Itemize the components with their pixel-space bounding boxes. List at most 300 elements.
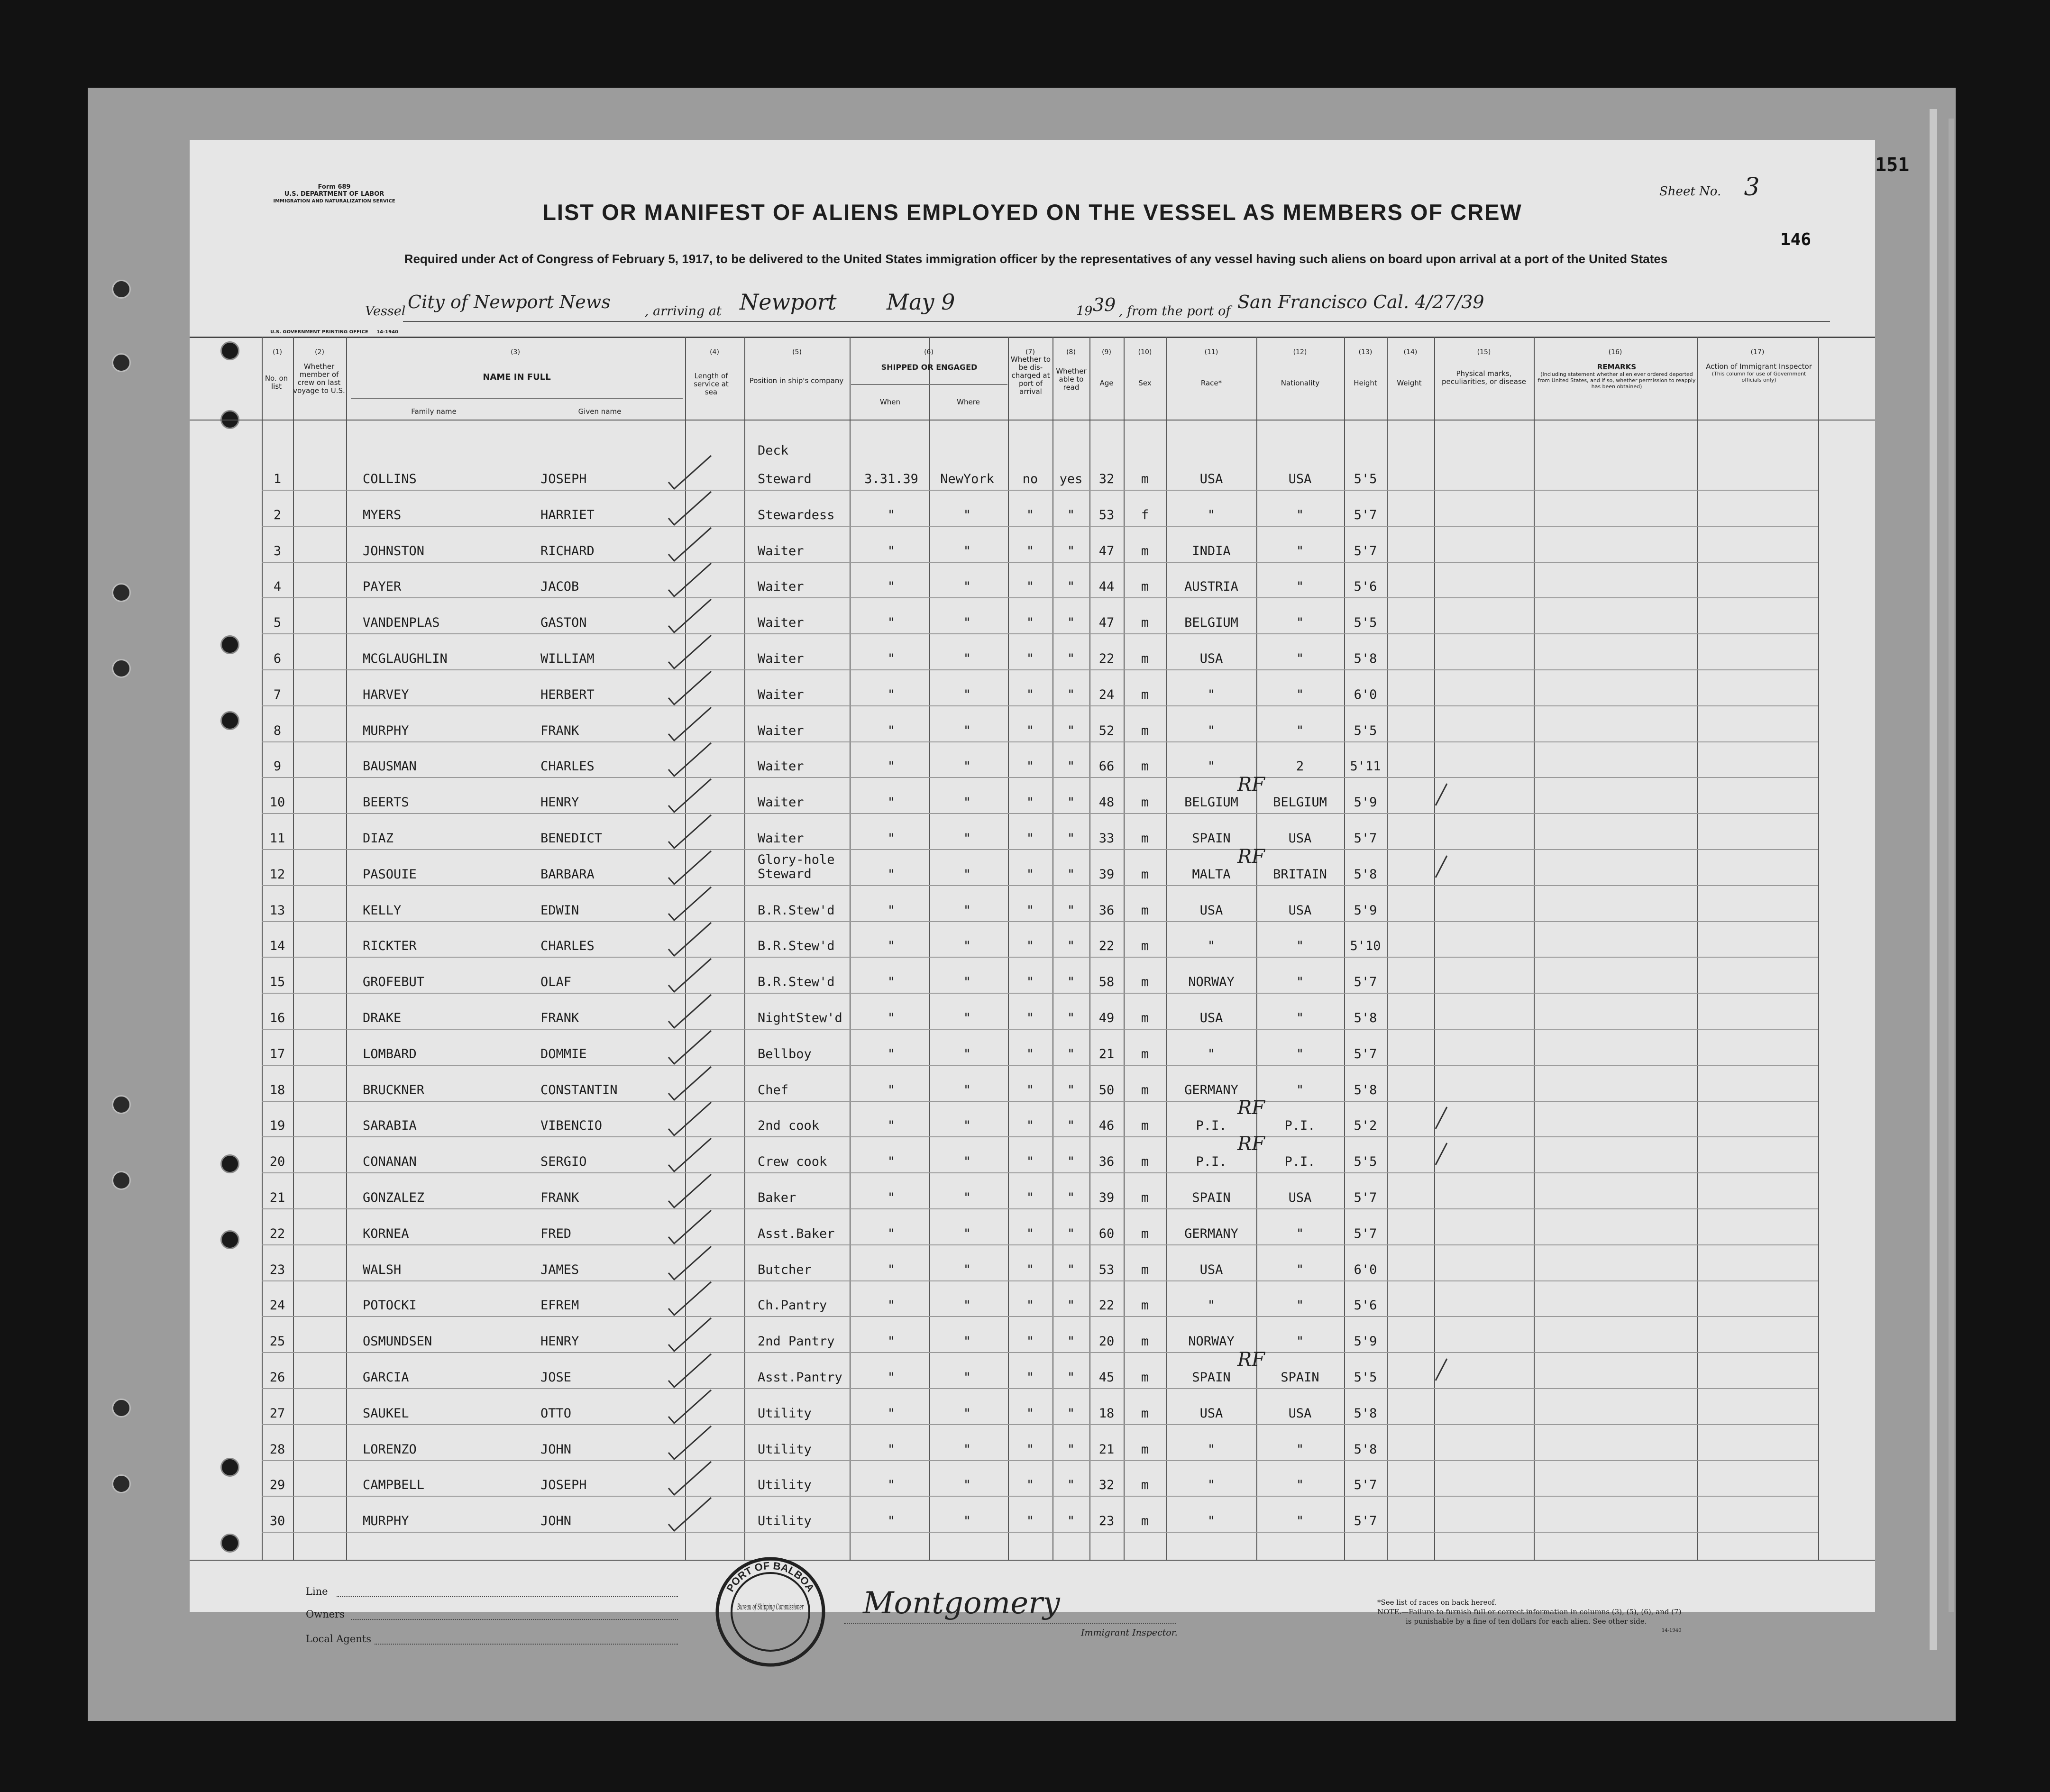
crew-given-cell: JOSEPH bbox=[540, 472, 587, 486]
crew-height-cell: 5'5 bbox=[1354, 615, 1377, 631]
footer-note-fine-2: is punishable by a fine of ten dollars for each alien. See other side. bbox=[1406, 1617, 1647, 1626]
crew-where-cell: " bbox=[963, 1478, 971, 1493]
crew-family-cell: GARCIA bbox=[363, 1370, 409, 1385]
crew-age-cell: 18 bbox=[1098, 1406, 1115, 1421]
crew-sex-cell: m bbox=[1141, 1190, 1149, 1205]
footer-form-code: 14-1940 bbox=[1661, 1628, 1682, 1633]
crew-family-cell: PAYER bbox=[363, 579, 402, 594]
crew-nationality-cell: " bbox=[1296, 939, 1304, 954]
crew-read-cell: " bbox=[1067, 687, 1075, 702]
crew-when-cell: " bbox=[887, 1190, 896, 1205]
header-family-name: Family name bbox=[411, 407, 457, 416]
crew-no-cell: 19 bbox=[269, 1118, 285, 1134]
crew-where-cell: " bbox=[963, 1118, 971, 1134]
crew-age-cell: 60 bbox=[1098, 1226, 1115, 1241]
header-action bbox=[1702, 363, 1816, 383]
crew-position-cell: 2nd cook bbox=[758, 1118, 820, 1134]
crew-height-cell: 5'7 bbox=[1354, 1046, 1377, 1061]
crew-nationality-cell: " bbox=[1296, 1514, 1304, 1529]
row-rule bbox=[262, 1280, 1818, 1281]
sheet-number: 3 bbox=[1744, 173, 1760, 201]
crew-family-cell: SARABIA bbox=[363, 1118, 417, 1134]
column-rule bbox=[1089, 337, 1090, 1560]
crew-discharged-cell: " bbox=[1026, 1118, 1034, 1134]
crew-age-cell: 24 bbox=[1098, 687, 1115, 702]
vessel-underline bbox=[403, 321, 1830, 322]
crew-race-cell: USA bbox=[1199, 1011, 1223, 1025]
row-rule bbox=[262, 1496, 1818, 1497]
punch-hole-icon bbox=[220, 635, 239, 654]
column-rule bbox=[1344, 337, 1345, 1560]
column-number: (8) bbox=[1066, 348, 1076, 356]
crew-discharged-cell: " bbox=[1026, 1046, 1034, 1061]
crew-nationality-cell: " bbox=[1296, 1046, 1304, 1061]
table-top-rule bbox=[190, 337, 1875, 338]
crew-when-cell: 3.31.39 bbox=[864, 472, 918, 486]
crew-sex-cell: m bbox=[1141, 615, 1149, 631]
crew-when-cell: " bbox=[887, 1154, 896, 1170]
crew-no-cell: 13 bbox=[269, 903, 285, 918]
year-prefix: 19 bbox=[1076, 304, 1093, 319]
crew-family-cell: KELLY bbox=[363, 903, 402, 918]
crew-age-cell: 22 bbox=[1098, 651, 1115, 666]
crew-height-cell: 6'0 bbox=[1354, 687, 1377, 702]
column-rule bbox=[1166, 337, 1167, 1560]
stamp-inner: Bureau of Shipping Commissioner bbox=[737, 1602, 804, 1612]
crew-age-cell: 46 bbox=[1098, 1118, 1115, 1134]
crew-family-cell: SAUKEL bbox=[363, 1406, 409, 1421]
crew-age-cell: 47 bbox=[1098, 543, 1115, 558]
crew-nationality-cell: BRITAIN bbox=[1273, 867, 1327, 882]
crew-race-cell: " bbox=[1207, 507, 1216, 522]
row-rule bbox=[262, 885, 1818, 886]
crew-given-cell: CHARLES bbox=[540, 939, 595, 954]
crew-sex-cell: m bbox=[1141, 1154, 1149, 1170]
row-rule bbox=[262, 777, 1818, 778]
crew-discharged-cell: " bbox=[1026, 723, 1034, 738]
crew-discharged-cell: " bbox=[1026, 579, 1034, 594]
crew-race-cell: SPAIN bbox=[1192, 1190, 1231, 1205]
crew-no-cell: 6 bbox=[273, 651, 282, 666]
page-edge bbox=[1930, 109, 1937, 1650]
crew-no-cell: 27 bbox=[269, 1406, 285, 1421]
crew-race-cell: USA bbox=[1199, 903, 1223, 918]
crew-when-cell: " bbox=[887, 1514, 896, 1529]
crew-when-cell: " bbox=[887, 1082, 896, 1097]
crew-given-cell: JACOB bbox=[540, 579, 579, 594]
crew-read-cell: " bbox=[1067, 1118, 1075, 1134]
crew-read-cell: " bbox=[1067, 759, 1075, 774]
crew-given-cell: SERGIO bbox=[540, 1154, 587, 1170]
crew-given-cell: WILLIAM bbox=[540, 651, 595, 666]
crew-given-cell: FRED bbox=[540, 1226, 572, 1241]
crew-read-cell: " bbox=[1067, 1514, 1075, 1529]
crew-race-cell: P.I. bbox=[1196, 1154, 1227, 1170]
crew-nationality-cell: " bbox=[1296, 615, 1304, 631]
column-number: (16) bbox=[1608, 348, 1622, 356]
crew-position-cell: B.R.Stew'd bbox=[758, 939, 835, 954]
crew-nationality-cell: " bbox=[1296, 1442, 1304, 1457]
arriving-label: , arriving at bbox=[645, 304, 722, 319]
crew-sex-cell: m bbox=[1141, 1082, 1149, 1097]
column-rule bbox=[293, 337, 294, 1560]
crew-age-cell: 45 bbox=[1098, 1370, 1115, 1385]
weight-tick-icon bbox=[1432, 1356, 1451, 1384]
crew-family-cell: OSMUNDSEN bbox=[363, 1334, 432, 1349]
header-no-on-list: No. on list bbox=[265, 374, 288, 391]
crew-given-cell: CHARLES bbox=[540, 759, 595, 774]
crew-given-cell: JOHN bbox=[540, 1514, 572, 1529]
crew-race-cell: BELGIUM bbox=[1184, 795, 1238, 810]
crew-no-cell: 30 bbox=[269, 1514, 285, 1529]
binder-hole-icon bbox=[112, 1095, 131, 1114]
crew-discharged-cell: " bbox=[1026, 795, 1034, 810]
crew-no-cell: 9 bbox=[273, 759, 282, 774]
crew-height-cell: 5'8 bbox=[1354, 1011, 1377, 1025]
crew-where-cell: " bbox=[963, 1370, 971, 1385]
footer-owners-label: Owners bbox=[306, 1609, 345, 1620]
header-name-rule bbox=[351, 398, 683, 399]
from-label: , from the port of bbox=[1119, 304, 1231, 319]
column-number: (6) bbox=[924, 348, 933, 356]
crew-no-cell: 29 bbox=[269, 1478, 285, 1493]
crew-nationality-cell: " bbox=[1296, 543, 1304, 558]
crew-family-cell: HARVEY bbox=[363, 687, 409, 702]
rf-annotation: RF bbox=[1237, 1097, 1265, 1119]
crew-discharged-cell: " bbox=[1026, 1226, 1034, 1241]
rf-annotation: RF bbox=[1237, 845, 1265, 868]
row-rule bbox=[262, 1460, 1818, 1461]
crew-sex-cell: m bbox=[1141, 1478, 1149, 1493]
footer-line-rule bbox=[337, 1596, 678, 1597]
header-race: Race* bbox=[1200, 379, 1222, 387]
crew-where-cell: " bbox=[963, 1442, 971, 1457]
vessel-name: City of Newport News bbox=[408, 292, 611, 312]
crew-read-cell: " bbox=[1067, 1011, 1075, 1025]
weight-tick-icon bbox=[1432, 1140, 1451, 1169]
crew-age-cell: 49 bbox=[1098, 1011, 1115, 1025]
column-number: (13) bbox=[1358, 348, 1373, 356]
crew-read-cell: " bbox=[1067, 615, 1075, 631]
crew-where-cell: " bbox=[963, 1334, 971, 1349]
crew-sex-cell: m bbox=[1141, 1370, 1149, 1385]
column-number: (1) bbox=[273, 348, 282, 356]
column-number: (5) bbox=[792, 348, 802, 356]
crew-where-cell: " bbox=[963, 723, 971, 738]
crew-race-cell: " bbox=[1207, 759, 1216, 774]
row-rule bbox=[262, 1101, 1818, 1102]
rf-annotation: RF bbox=[1237, 1349, 1265, 1371]
form-id: Form 689 bbox=[318, 183, 351, 191]
column-rule bbox=[1818, 337, 1819, 1560]
crew-race-cell: " bbox=[1207, 1046, 1216, 1061]
crew-height-cell: 6'0 bbox=[1354, 1262, 1377, 1277]
crew-race-cell: USA bbox=[1199, 472, 1223, 486]
crew-sex-cell: m bbox=[1141, 867, 1149, 882]
inspector-signature: Montgomery bbox=[863, 1586, 1060, 1621]
crew-where-cell: " bbox=[963, 975, 971, 990]
crew-no-cell: 7 bbox=[273, 687, 282, 702]
crew-race-cell: " bbox=[1207, 1298, 1216, 1313]
crew-position-cell: Utility bbox=[758, 1442, 812, 1457]
crew-discharged-cell: " bbox=[1026, 831, 1034, 846]
crew-position-cell: Butcher bbox=[758, 1262, 812, 1277]
crew-height-cell: 5'7 bbox=[1354, 1190, 1377, 1205]
row-rule bbox=[262, 1424, 1818, 1425]
crew-sex-cell: m bbox=[1141, 975, 1149, 990]
crew-when-cell: " bbox=[887, 507, 896, 522]
row-rule bbox=[262, 1029, 1818, 1030]
crew-sex-cell: m bbox=[1141, 831, 1149, 846]
row-rule bbox=[262, 1172, 1818, 1173]
crew-family-cell: BEERTS bbox=[363, 795, 409, 810]
binder-hole-icon bbox=[112, 659, 131, 678]
crew-discharged-cell: " bbox=[1026, 1190, 1034, 1205]
crew-height-cell: 5'8 bbox=[1354, 651, 1377, 666]
arrival-date: May 9 bbox=[887, 289, 955, 315]
column-number: (11) bbox=[1204, 348, 1218, 356]
crew-height-cell: 5'7 bbox=[1354, 831, 1377, 846]
crew-when-cell: " bbox=[887, 1298, 896, 1313]
crew-where-cell: " bbox=[963, 795, 971, 810]
crew-given-cell: JOSE bbox=[540, 1370, 572, 1385]
crew-age-cell: 48 bbox=[1098, 795, 1115, 810]
crew-sex-cell: m bbox=[1141, 1406, 1149, 1421]
crew-race-cell: USA bbox=[1199, 1406, 1223, 1421]
crew-age-cell: 50 bbox=[1098, 1082, 1115, 1097]
column-number: (14) bbox=[1403, 348, 1418, 356]
crew-no-cell: 2 bbox=[273, 507, 282, 522]
crew-family-cell: MURPHY bbox=[363, 1514, 409, 1529]
crew-discharged-cell: " bbox=[1026, 939, 1034, 954]
crew-race-cell: BELGIUM bbox=[1184, 615, 1238, 631]
crew-race-cell: AUSTRIA bbox=[1184, 579, 1238, 594]
crew-sex-cell: m bbox=[1141, 1334, 1149, 1349]
crew-when-cell: " bbox=[887, 687, 896, 702]
crew-when-cell: " bbox=[887, 831, 896, 846]
crew-nationality-cell: " bbox=[1296, 723, 1304, 738]
row-rule bbox=[262, 597, 1818, 598]
column-rule bbox=[1052, 337, 1053, 1560]
crew-sex-cell: m bbox=[1141, 1442, 1149, 1457]
crew-position-cell: B.R.Stew'd bbox=[758, 975, 835, 990]
crew-family-cell: BAUSMAN bbox=[363, 759, 417, 774]
crew-position-cell: Waiter bbox=[758, 543, 804, 558]
crew-where-cell: " bbox=[963, 651, 971, 666]
crew-sex-cell: m bbox=[1141, 579, 1149, 594]
crew-no-cell: 20 bbox=[269, 1154, 285, 1170]
crew-where-cell: " bbox=[963, 1154, 971, 1170]
header-position: Position in ship's company bbox=[749, 376, 844, 385]
column-number: (15) bbox=[1477, 348, 1491, 356]
crew-race-cell: INDIA bbox=[1192, 543, 1231, 558]
column-number: (3) bbox=[511, 348, 520, 356]
punch-hole-icon bbox=[220, 711, 239, 730]
crew-age-cell: 47 bbox=[1098, 615, 1115, 631]
crew-position-cell: 2nd Pantry bbox=[758, 1334, 835, 1349]
column-rule bbox=[1387, 337, 1388, 1560]
column-number: (4) bbox=[710, 348, 719, 356]
crew-age-cell: 58 bbox=[1098, 975, 1115, 990]
crew-position-cell: Waiter bbox=[758, 579, 804, 594]
row-rule bbox=[262, 705, 1818, 706]
crew-family-cell: CONANAN bbox=[363, 1154, 417, 1170]
crew-when-cell: " bbox=[887, 867, 896, 882]
header-given-name: Given name bbox=[578, 407, 622, 416]
crew-nationality-cell: USA bbox=[1288, 1406, 1312, 1421]
crew-age-cell: 39 bbox=[1098, 867, 1115, 882]
crew-read-cell: " bbox=[1067, 1190, 1075, 1205]
crew-no-cell: 23 bbox=[269, 1262, 285, 1277]
crew-nationality-cell: 2 bbox=[1296, 759, 1304, 774]
crew-given-cell: RICHARD bbox=[540, 543, 595, 558]
crew-height-cell: 5'8 bbox=[1354, 1406, 1377, 1421]
crew-no-cell: 3 bbox=[273, 543, 282, 558]
crew-discharged-cell: " bbox=[1026, 1262, 1034, 1277]
crew-height-cell: 5'7 bbox=[1354, 1226, 1377, 1241]
column-rule bbox=[1256, 337, 1257, 1560]
crew-given-cell: HENRY bbox=[540, 1334, 579, 1349]
crew-discharged-cell: " bbox=[1026, 1370, 1034, 1385]
crew-age-cell: 36 bbox=[1098, 903, 1115, 918]
port-stamp-icon bbox=[711, 1553, 830, 1671]
crew-nationality-cell: " bbox=[1296, 507, 1304, 522]
page-edge bbox=[1949, 119, 1954, 1612]
crew-height-cell: 5'7 bbox=[1354, 1514, 1377, 1529]
column-number: (17) bbox=[1750, 348, 1765, 356]
crew-when-cell: " bbox=[887, 1226, 896, 1241]
crew-discharged-cell: " bbox=[1026, 759, 1034, 774]
crew-nationality-cell: " bbox=[1296, 1262, 1304, 1277]
binder-hole-icon bbox=[112, 1474, 131, 1493]
column-rule bbox=[744, 337, 745, 1560]
weight-tick-icon bbox=[1432, 781, 1451, 809]
crew-nationality-cell: " bbox=[1296, 579, 1304, 594]
crew-family-cell: JOHNSTON bbox=[363, 543, 425, 558]
department-name: U.S. DEPARTMENT OF LABOR bbox=[284, 191, 384, 198]
crew-given-cell: JAMES bbox=[540, 1262, 579, 1277]
department-heading: Deck bbox=[758, 443, 789, 458]
crew-nationality-cell: " bbox=[1296, 1298, 1304, 1313]
crew-position-cell: Asst.Baker bbox=[758, 1226, 835, 1241]
inspector-label: Immigrant Inspector. bbox=[1081, 1627, 1178, 1638]
crew-race-cell: USA bbox=[1199, 1262, 1223, 1277]
crew-family-cell: CAMPBELL bbox=[363, 1478, 425, 1493]
rf-annotation: RF bbox=[1237, 774, 1265, 796]
crew-read-cell: " bbox=[1067, 795, 1075, 810]
row-rule bbox=[262, 1388, 1818, 1389]
crew-discharged-cell: " bbox=[1026, 687, 1034, 702]
crew-race-cell: SPAIN bbox=[1192, 1370, 1231, 1385]
punch-hole-icon bbox=[220, 1458, 239, 1477]
crew-race-cell: NORWAY bbox=[1188, 1334, 1235, 1349]
crew-where-cell: " bbox=[963, 579, 971, 594]
crew-race-cell: " bbox=[1207, 687, 1216, 702]
svg-text:PORT OF BALBOA bbox=[724, 1560, 816, 1594]
crew-sex-cell: m bbox=[1141, 903, 1149, 918]
header-physical-marks: Physical marks, peculiarities, or disease bbox=[1441, 369, 1527, 386]
row-rule bbox=[262, 490, 1818, 491]
binder-hole-icon bbox=[112, 1171, 131, 1190]
crew-nationality-cell: " bbox=[1296, 1011, 1304, 1025]
crew-no-cell: 4 bbox=[273, 579, 282, 594]
header-action-title: Action of Immigrant Inspector bbox=[1706, 362, 1812, 371]
crew-age-cell: 32 bbox=[1098, 1478, 1115, 1493]
crew-age-cell: 36 bbox=[1098, 1154, 1115, 1170]
crew-where-cell: " bbox=[963, 939, 971, 954]
crew-family-cell: GROFEBUT bbox=[363, 975, 425, 990]
crew-where-cell: " bbox=[963, 1298, 971, 1313]
crew-race-cell: USA bbox=[1199, 651, 1223, 666]
crew-race-cell: P.I. bbox=[1196, 1118, 1227, 1134]
crew-age-cell: 52 bbox=[1098, 723, 1115, 738]
header-shipped: SHIPPED OR ENGAGED bbox=[881, 363, 978, 372]
crew-no-cell: 21 bbox=[269, 1190, 285, 1205]
crew-position-cell: NightStew'd bbox=[758, 1011, 842, 1025]
check-mark-icon bbox=[664, 1495, 716, 1537]
crew-where-cell: " bbox=[963, 687, 971, 702]
crew-discharged-cell: " bbox=[1026, 1478, 1034, 1493]
crew-age-cell: 23 bbox=[1098, 1514, 1115, 1529]
crew-nationality-cell: BELGIUM bbox=[1273, 795, 1327, 810]
signature-rule bbox=[844, 1623, 1176, 1624]
vessel-line bbox=[365, 289, 1835, 325]
page-subtitle: Required under Act of Congress of February 5, 1917, to be delivered to the United States immigration officer by the representatives of any vessel having such aliens on board upon arrival at a port of the United States bbox=[404, 252, 1668, 266]
crew-race-cell: " bbox=[1207, 1514, 1216, 1529]
crew-height-cell: 5'9 bbox=[1354, 1334, 1377, 1349]
year-suffix: 39 bbox=[1093, 294, 1116, 315]
crew-read-cell: " bbox=[1067, 1046, 1075, 1061]
crew-when-cell: " bbox=[887, 795, 896, 810]
stamp-page-number-2: 146 bbox=[1780, 230, 1812, 249]
crew-given-cell: GASTON bbox=[540, 615, 587, 631]
footer-note-fine: NOTE.—Failure to furnish full or correct information in columns (3), (5), (6), and (7) bbox=[1377, 1608, 1682, 1616]
header-when: When bbox=[879, 398, 901, 406]
crew-height-cell: 5'8 bbox=[1354, 1442, 1377, 1457]
crew-when-cell: " bbox=[887, 579, 896, 594]
header-height: Height bbox=[1354, 379, 1377, 387]
crew-age-cell: 21 bbox=[1098, 1046, 1115, 1061]
crew-discharged-cell: " bbox=[1026, 867, 1034, 882]
crew-no-cell: 10 bbox=[269, 795, 285, 810]
crew-height-cell: 5'9 bbox=[1354, 795, 1377, 810]
weight-tick-icon bbox=[1432, 1104, 1451, 1133]
crew-no-cell: 11 bbox=[269, 831, 285, 846]
crew-given-cell: OLAF bbox=[540, 975, 572, 990]
crew-where-cell: " bbox=[963, 1226, 971, 1241]
crew-family-cell: LORENZO bbox=[363, 1442, 417, 1457]
crew-when-cell: " bbox=[887, 1370, 896, 1385]
header-able-read: Whether able to read bbox=[1056, 367, 1087, 392]
footer-agents-label: Local Agents bbox=[306, 1633, 372, 1645]
stamp-page-number: 151 bbox=[1875, 154, 1910, 176]
crew-height-cell: 5'5 bbox=[1354, 723, 1377, 738]
crew-height-cell: 5'11 bbox=[1350, 759, 1381, 774]
crew-when-cell: " bbox=[887, 723, 896, 738]
crew-age-cell: 32 bbox=[1098, 472, 1115, 486]
crew-height-cell: 5'6 bbox=[1354, 1298, 1377, 1313]
crew-sex-cell: m bbox=[1141, 1514, 1149, 1529]
crew-age-cell: 33 bbox=[1098, 831, 1115, 846]
crew-race-cell: GERMANY bbox=[1184, 1226, 1238, 1241]
crew-given-cell: HENRY bbox=[540, 795, 579, 810]
crew-given-cell: EFREM bbox=[540, 1298, 579, 1313]
header-age: Age bbox=[1099, 379, 1114, 387]
crew-position-cell: Crew cook bbox=[758, 1154, 827, 1170]
crew-race-cell: " bbox=[1207, 723, 1216, 738]
crew-age-cell: 44 bbox=[1098, 579, 1115, 594]
crew-position-cell: Utility bbox=[758, 1514, 812, 1529]
